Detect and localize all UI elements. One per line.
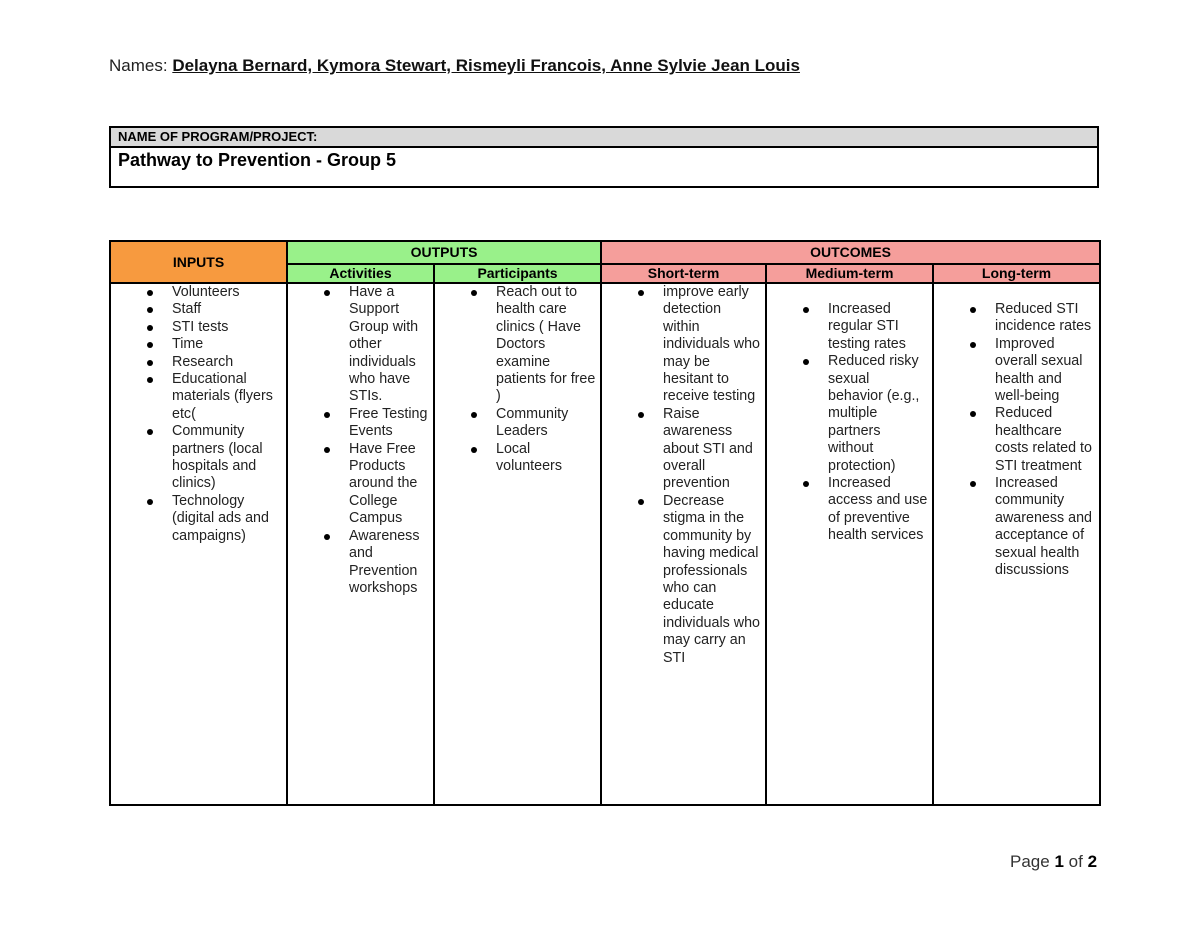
header-inputs: INPUTS [110,241,287,283]
list-item: Volunteers [111,284,282,301]
activities-cell [287,283,434,805]
program-label: NAME OF PROGRAM/PROJECT: [111,128,1097,148]
list-item: Decrease stigma in the community by having medical professionals who can educate individuals who may carry an STI [602,493,761,667]
list-item: Technology (digital ads and campaigns) [111,493,282,545]
list-item: Time [111,336,282,353]
names-line [109,56,800,76]
list-item: Have a Support Group with other individuals who have STIs. [288,284,429,406]
short-term-list [602,284,765,667]
long-term-cell [933,283,1100,805]
list-item: improve early detection within individuals who may be hesitant to receive testing [602,284,761,406]
header-activities: Activities [287,264,434,283]
participants-list [435,284,600,475]
short-term-cell [601,283,766,805]
header-long-term: Long-term [933,264,1100,283]
list-item: Free Testing Events [288,406,429,441]
header-short-term: Short-term [601,264,766,283]
header-outcomes: OUTCOMES [601,241,1100,264]
list-item: Increased regular STI testing rates [767,301,928,353]
medium-term-cell [766,283,933,805]
program-name: Pathway to Prevention - Group 5 [118,150,397,170]
list-item: Awareness and Prevention workshops [288,528,429,598]
list-item: Reduced healthcare costs related to STI treatment [934,405,1095,475]
list-item: Improved overall sexual health and well-being [934,336,1095,406]
activities-list [288,284,433,597]
header-medium-term: Medium-term [766,264,933,283]
header-participants: Participants [434,264,601,283]
long-term-list [934,284,1099,580]
header-outputs: OUTPUTS [287,241,601,264]
list-item: Reach out to health care clinics ( Have Doctors examine patients for free ) [435,284,596,406]
inputs-list [111,284,286,545]
list-item: Community partners (local hospitals and clinics) [111,423,282,493]
medium-term-list [767,284,932,545]
list-item: Increased community awareness and acceptance of sexual health discussions [934,475,1095,579]
participants-cell [434,283,601,805]
list-item: Reduced risky sexual behavior (e.g., multiple partners without protection) [767,353,928,475]
list-item: Reduced STI incidence rates [934,301,1095,336]
list-item: Increased access and use of preventive health services [767,475,928,545]
list-item: STI tests [111,319,282,336]
list-item: Community Leaders [435,406,596,441]
list-item: Research [111,354,282,371]
list-item: Raise awareness about STI and overall prevention [602,406,761,493]
names-label: Names: [109,56,168,75]
logic-model-table [109,240,1101,806]
page-number [1010,852,1097,872]
list-item: Local volunteers [435,441,596,476]
page-current: 1 [1054,852,1064,871]
page-word: Page [1010,852,1050,871]
list-item: Have Free Products around the College Campus [288,441,429,528]
page-total: 2 [1087,852,1098,871]
of-word: of [1068,852,1083,871]
inputs-cell [110,283,287,805]
list-item: Educational materials (flyers etc( [111,371,282,423]
program-box [109,126,1099,188]
names-value: Delayna Bernard, Kymora Stewart, Rismeyli Francois, Anne Sylvie Jean Louis [172,56,800,75]
list-item: Staff [111,301,282,318]
